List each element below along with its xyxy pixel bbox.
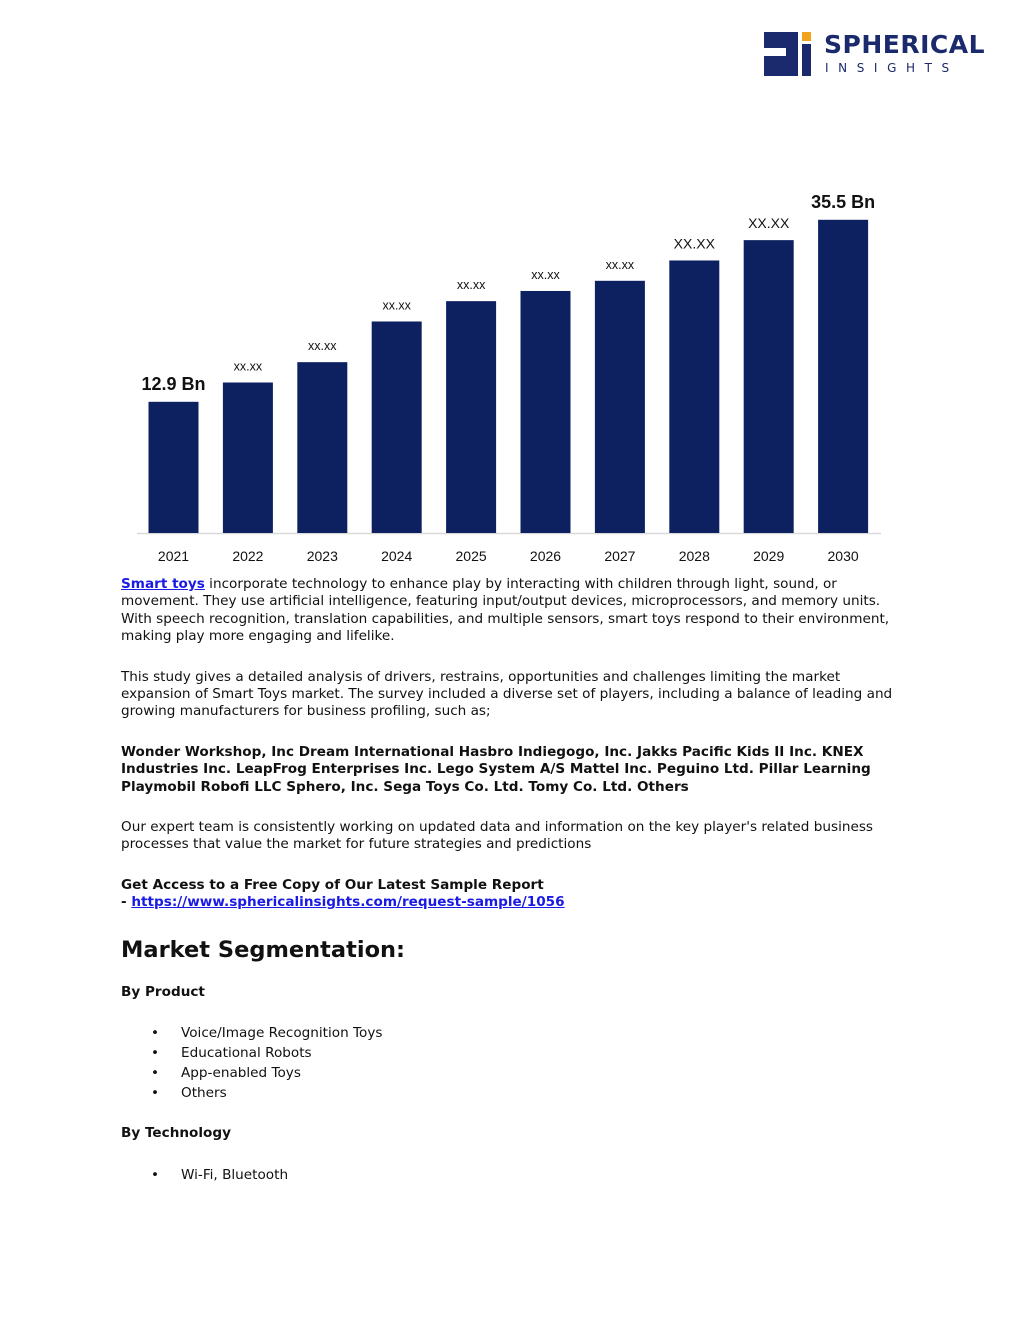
- by-technology-list: [121, 1165, 911, 1185]
- logo-tagline: INSIGHTS: [825, 61, 959, 75]
- bar-2028: [669, 260, 719, 533]
- bar-2021: [149, 402, 199, 533]
- logo-wordmark: SPHERICAL: [824, 30, 986, 59]
- x-tick-label-2024: 2024: [381, 548, 413, 564]
- x-tick-label-2022: 2022: [232, 548, 264, 564]
- segmentation-heading: Market Segmentation:: [121, 936, 406, 963]
- data-label-2029: XX.XX: [748, 215, 790, 232]
- bullet-icon: •: [151, 1166, 160, 1183]
- logo-mark-slit: [764, 48, 786, 56]
- by-product-list: [121, 1023, 911, 1103]
- x-tick-label-2025: 2025: [455, 548, 487, 564]
- sample-label: Get Access to a Free Copy of Our Latest Sample Report: [121, 876, 544, 893]
- x-tick-label-2029: 2029: [753, 548, 785, 564]
- bar-2024: [372, 321, 422, 533]
- by-technology-title: By Technology: [121, 1125, 231, 1142]
- bullet-icon: •: [151, 1045, 160, 1062]
- x-tick-label-2023: 2023: [306, 548, 338, 564]
- x-tick-label-2030: 2030: [827, 548, 859, 564]
- data-label-2022: xx.xx: [233, 359, 263, 374]
- data-label-2030: 35.5 Bn: [811, 191, 876, 212]
- data-label-2026: xx.xx: [531, 267, 560, 282]
- bullet-icon: •: [151, 1085, 160, 1102]
- data-label-2028: XX.XX: [673, 235, 715, 252]
- bar-2029: [744, 240, 794, 533]
- sample-report-link[interactable]: https://www.sphericalinsights.com/request-sample/1056: [131, 894, 565, 911]
- list-item: • Voice/Image Recognition Toys: [151, 1025, 383, 1042]
- study-paragraph: This study gives a detailed analysis of drivers, restrains, opportunities and challenges limiting the market expansion of Smart Toys market. The survey included a diverse set of players, including a balance of leading and growing manufacturers for business profiling, such as;: [121, 668, 893, 720]
- smart-toys-link[interactable]: Smart toys: [121, 576, 205, 592]
- logo-mark-bar: [802, 44, 811, 76]
- list-item: • Others: [151, 1085, 227, 1102]
- intro-paragraph: [121, 576, 911, 646]
- bullet-icon: •: [151, 1025, 160, 1042]
- bar-2026: [521, 291, 571, 533]
- list-item: • App-enabled Toys: [151, 1065, 301, 1082]
- data-label-2024: xx.xx: [382, 298, 411, 313]
- data-label-2021: 12.9 Bn: [141, 373, 206, 394]
- list-item: • Wi-Fi, Bluetooth: [151, 1166, 289, 1183]
- bar-2023: [297, 362, 347, 533]
- by-product-title: By Product: [121, 983, 205, 1000]
- bar-2030: [818, 220, 868, 533]
- bar-chart: [130, 130, 890, 575]
- logo-mark-icon: [762, 30, 818, 78]
- market-size-chart: [130, 130, 890, 575]
- x-tick-label-2027: 2027: [604, 548, 636, 564]
- data-label-2025: xx.xx: [456, 278, 486, 293]
- data-label-2023: xx.xx: [308, 339, 337, 354]
- sample-paragraph: [121, 877, 911, 912]
- data-label-2027: xx.xx: [605, 257, 635, 272]
- expert-paragraph: Our expert team is consistently working on updated data and information on the key player's related business processes that value the market for future strategies and predictions: [121, 819, 873, 853]
- bullet-icon: •: [151, 1065, 160, 1082]
- article-body: [121, 576, 911, 1207]
- players-paragraph: Wonder Workshop, Inc Dream International Hasbro Indiegogo, Inc. Jakks Pacific Kids II Inc. KNEX Industries Inc. LeapFrog Enterprises Inc. Lego System A/S Mattel Inc. Peguino Ltd. Pillar Learning Playmobil Robofi LLC Sphero, Inc. Sega Toys Co. Ltd. Tomy Co. Ltd. Others: [121, 743, 871, 795]
- x-tick-label-2028: 2028: [678, 548, 710, 564]
- bar-2022: [223, 382, 273, 533]
- spherical-insights-logo: [762, 30, 986, 80]
- logo-mark-accent: [802, 32, 811, 41]
- x-tick-label-2021: 2021: [157, 548, 190, 564]
- list-item: • Educational Robots: [151, 1045, 312, 1062]
- sample-dash: -: [121, 894, 132, 911]
- bar-2025: [446, 301, 496, 533]
- x-tick-label-2026: 2026: [529, 548, 562, 564]
- intro-text: incorporate technology to enhance play by interacting with children through light, sound, or movement. They use artificial intelligence, featuring input/output devices, microprocessors, and memory units. With speech recognition, translation capabilities, and multiple sensors, smart toys respond to their environment, making play more engaging and lifelike.: [121, 576, 890, 645]
- bar-2027: [595, 281, 645, 533]
